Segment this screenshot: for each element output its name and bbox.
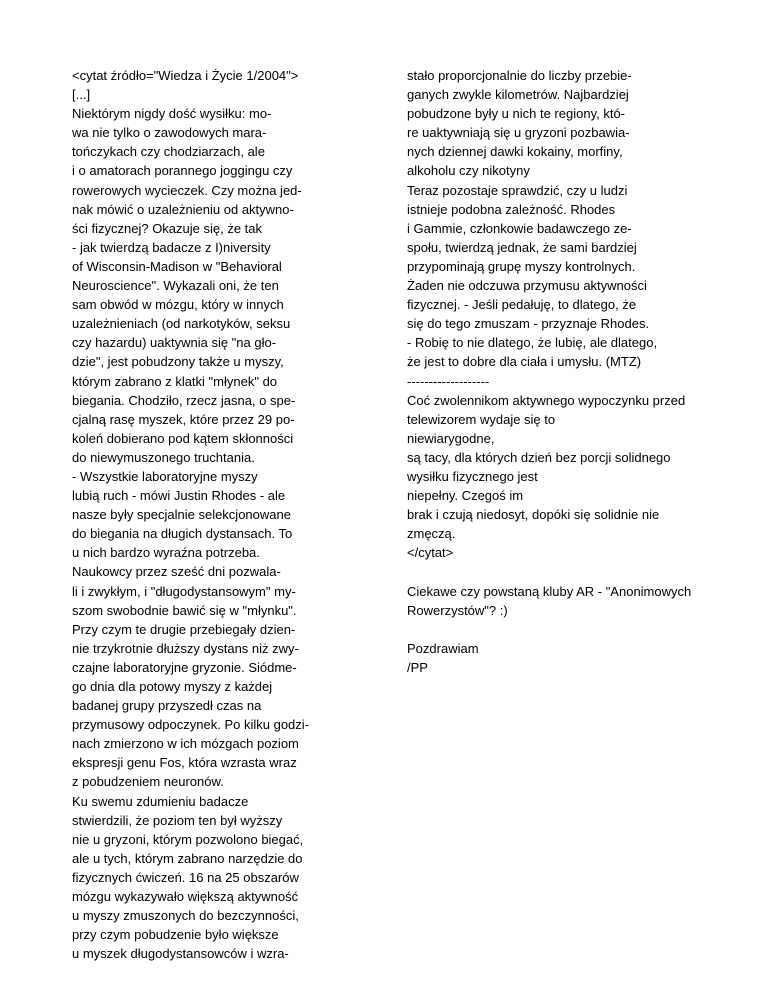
text-line: re uaktywniają się u gryzoni pozbawia-: [407, 125, 630, 141]
signature-line: /PP: [407, 659, 428, 675]
text-line: społu, twierdzą jednak, że sami bardziej: [407, 239, 637, 255]
text-line: li i zwykłym, i "długodystansowym" my-: [72, 583, 296, 599]
text-line: u myszek długodystansowców i wzra-: [72, 946, 289, 962]
text-line: przymusowy odpoczynek. Po kilku godzi-: [72, 717, 309, 733]
text-line: ekspresji genu Fos, która wzrasta wraz: [72, 755, 297, 771]
text-line: koleń dobierano pod kątem skłonności: [72, 430, 294, 446]
text-line: z pobudzeniem neuronów.: [72, 774, 224, 790]
text-line: [...]: [72, 87, 91, 103]
text-line: czy hazardu) uaktywnia się "na gło-: [72, 335, 277, 351]
text-line: lubią ruch - mówi Justin Rhodes - ale: [72, 488, 286, 504]
text-line: biegania. Chodziło, rzecz jasna, o spe-: [72, 392, 296, 408]
text-line: pobudzone były u nich te regiony, któ-: [407, 106, 626, 122]
text-line: telewizorem wydaje się to: [407, 411, 556, 427]
text-line: tończykach czy chodziarzach, ale: [72, 144, 265, 160]
text-line: Ku swemu zdumieniu badacze: [72, 793, 249, 809]
text-line: </cytat>: [407, 545, 454, 561]
text-line: rowerowych wycieczek. Czy można jed-: [72, 182, 302, 198]
text-line: fizycznej. - Jeśli pedałuję, to dlatego, że: [407, 297, 637, 313]
text-line: dzie", jest pobudzony także u myszy,: [72, 354, 284, 370]
text-line: istnieje podobna zależność. Rhodes: [407, 201, 616, 217]
text-line: przy czym pobudzenie było większe: [72, 927, 279, 943]
right-text-column: [407, 66, 707, 677]
text-line: - Robię to nie dlatego, że lubię, ale dlatego,: [407, 335, 658, 351]
text-line: nach zmierzono w ich mózgach poziom: [72, 736, 299, 752]
text-line: niewiarygodne,: [407, 430, 495, 446]
text-line: go dnia dla potowy myszy z każdej: [72, 679, 273, 694]
text-line: nie u gryzoni, którym pozwolono biegać,: [72, 831, 304, 847]
text-line: do niewymuszonego truchtania.: [72, 449, 255, 465]
text-line: są tacy, dla których dzień bez porcji solidnego: [407, 449, 671, 465]
text-line: fizycznych ćwiczeń. 16 na 25 obszarów: [72, 869, 299, 885]
text-line: of Wisconsin-Madison w "Behavioral: [72, 258, 282, 274]
text-line: brak i czują niedosyt, dopóki się solidnie nie: [407, 507, 660, 523]
text-line: badanej grupy przyszedł czas na: [72, 698, 262, 714]
text-line: ganych zwykle kilometrów. Najbardziej: [407, 87, 629, 103]
text-line: <cytat źródło="Wiedza i Życie 1/2004">: [72, 68, 299, 83]
text-line: przypominają grupę myszy kontrolnych.: [407, 258, 636, 274]
text-line: - Wszystkie laboratoryjne myszy: [72, 468, 258, 484]
left-text-column: [72, 66, 342, 963]
text-line: Naukowcy przez sześć dni pozwala-: [72, 564, 281, 580]
text-line: niepełny. Czegoś im: [407, 488, 524, 504]
text-line: którym zabrano z klatki "młynek" do: [72, 373, 278, 389]
text-line: wysiłku fizycznego jest: [407, 468, 538, 484]
text-line: szom swobodnie bawić się w "młynku".: [72, 602, 297, 618]
text-line: i Gammie, członkowie badawczego ze-: [407, 220, 632, 236]
text-line: u nich bardzo wyraźna potrzeba.: [72, 545, 260, 561]
paragraph-gap: [407, 620, 707, 639]
text-line: Niektórym nigdy dość wysiłku: mo-: [72, 106, 272, 122]
text-line: cjalną rasę myszek, które przez 29 po-: [72, 411, 295, 427]
text-line: ale u tych, którym zabrano narzędzie do: [72, 850, 303, 866]
text-line: wa nie tylko o zawodowych mara-: [72, 125, 267, 141]
text-line: do biegania na długich dystansach. To: [72, 526, 293, 542]
comment-line: Ciekawe czy powstaną kluby AR - "Anonimowych: [407, 583, 692, 599]
text-line: uzależnieniach (od narkotyków, seksu: [72, 316, 291, 332]
text-line: czajne laboratoryjne gryzonie. Siódme-: [72, 659, 297, 675]
text-line: Przy czym te drugie przebiegały dzien-: [72, 621, 296, 637]
text-line: ści fizycznej? Okazuje się, że tak: [72, 220, 263, 236]
comment-line: Rowerzystów"? :): [407, 602, 508, 618]
text-line: Żaden nie odczuwa przymusu aktywności: [407, 278, 647, 294]
text-line: że jest to dobre dla ciała i umysłu. (MTZ): [407, 354, 642, 370]
text-line: nasze były specjalnie selekcjonowane: [72, 507, 291, 523]
text-line: Neuroscience". Wykazali oni, że ten: [72, 278, 279, 294]
text-line: sam obwód w mózgu, który w innych: [72, 297, 284, 313]
text-line: alkoholu czy nikotyny: [407, 163, 530, 179]
text-line: -------------------: [407, 373, 490, 389]
text-line: się do tego zmuszam - przyznaje Rhodes.: [407, 316, 650, 332]
text-line: zmęczą.: [407, 526, 456, 542]
text-line: i o amatorach porannego joggingu czy: [72, 163, 293, 179]
text-line: mózgu wykazywało większą aktywność: [72, 889, 299, 905]
text-line: nych dziennej dawki kokainy, morfiny,: [407, 144, 623, 160]
text-line: stwierdzili, że poziom ten był wyższy: [72, 812, 283, 828]
text-line: Teraz pozostaje sprawdzić, czy u ludzi: [407, 182, 628, 198]
text-line: u myszy zmuszonych do bezczynności,: [72, 908, 299, 924]
paragraph-gap: [407, 562, 707, 581]
text-line: stało proporcjonalnie do liczby przebie-: [407, 68, 632, 83]
text-line: nie trzykrotnie dłuższy dystans niż zwy-: [72, 640, 299, 656]
text-line: - jak twierdzą badacze z I)niversity: [72, 239, 271, 255]
signature-line: Pozdrawiam: [407, 640, 479, 656]
text-line: Coć zwolennikom aktywnego wypoczynku przed: [407, 392, 686, 408]
text-line: nak mówić o uzależnieniu od aktywno-: [72, 201, 294, 217]
